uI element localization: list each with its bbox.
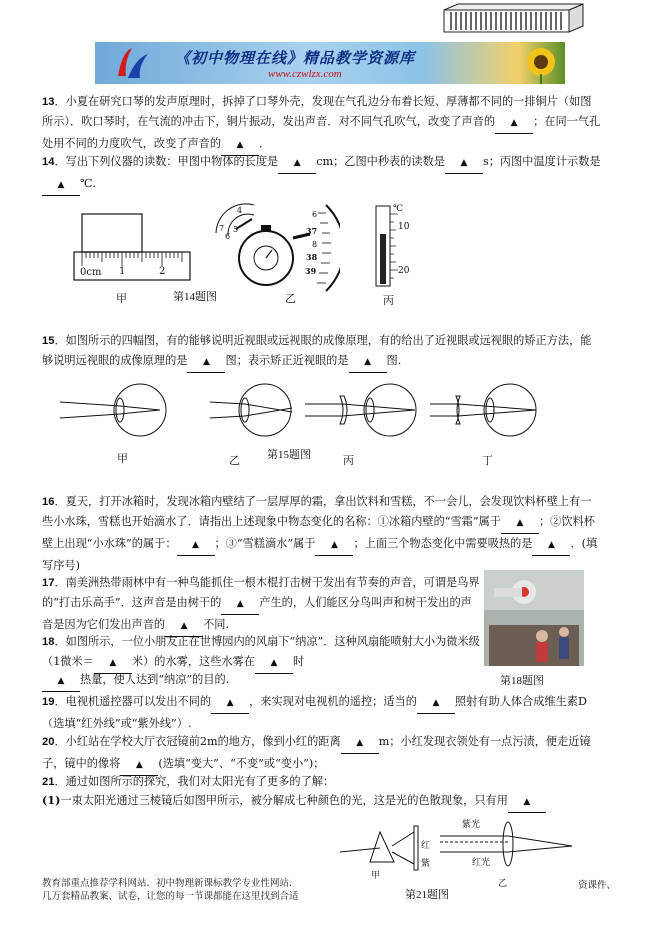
fig18-caption: 第18题图 <box>500 675 544 687</box>
banner-url: www.czwlzx.com <box>268 68 342 80</box>
question-21: 21．通过如图所示的探究，我们对太阳光有了更多的了解： <box>42 775 335 788</box>
answer-blank[interactable]: ▲ <box>42 670 80 692</box>
answer-blank[interactable]: ▲ <box>417 692 455 714</box>
thermo-tick-10: 10 <box>398 222 410 232</box>
answer-blank[interactable]: ▲ <box>211 692 249 714</box>
second-scale-37: 37 <box>306 226 318 236</box>
answer-blank[interactable]: ▲ <box>501 512 539 534</box>
fig14-label-bing: 丙 <box>383 295 394 307</box>
ruler-label-0: 0cm <box>80 267 102 278</box>
stopwatch-dial-7: 7 <box>219 224 225 233</box>
fan-photo <box>484 570 584 666</box>
fig15-label-bing: 丙 <box>343 455 354 467</box>
question-18: 18．如图所示，一位小朋友正在世博园内的风扇下“纳凉”．这种风扇能喷射大小为微米级（1微米＝ ▲ 米）的水雾，这些水雾在 ▲ 时 <box>42 632 482 674</box>
harmonica-figure <box>441 2 587 42</box>
thermometer-figure <box>366 204 416 292</box>
fig21-label-hong: 红 <box>421 841 431 851</box>
answer-blank[interactable]: ▲ <box>315 534 353 556</box>
ruler-label-2: 2 <box>159 266 166 277</box>
fig15-label-yi: 乙 <box>229 455 240 467</box>
sunflower-icon <box>520 44 562 84</box>
answer-blank[interactable]: ▲ <box>532 534 570 556</box>
fig15-caption: 第15题图 <box>267 449 311 461</box>
eye-diagrams <box>60 382 580 440</box>
fig21-label-violet: 紫光 <box>462 820 481 830</box>
fig21-label-zi: 紫 <box>421 859 431 869</box>
stopwatch-dial-4: 4 <box>237 206 243 215</box>
answer-blank[interactable]: ▲ <box>445 152 483 174</box>
question-17: 17．南美洲热带雨林中有一种鸟能抓住一根木棍打击树干发出有节奏的声音，可谓是鸟界的“打击乐高手”．这声音是由树干的 ▲ 产生的，人们能区分鸟叫声和树干发出的声音是因为它们发出声音的 ▲ 不同. <box>42 573 482 637</box>
question-13: 13．小夏在研究口琴的发声原理时，拆掉了口琴外壳，发现在气孔边分布着长短、厚薄都不同的一排铜片（如图所示）．吹口琴时，在气流的冲击下，铜片振动，发出声音．对不同气孔吹气，改变了声音的 ▲ ；在同一气孔处用不同的力度吹气，改变了声音的 ▲ ． <box>42 92 602 156</box>
answer-blank[interactable]: ▲ <box>120 754 158 776</box>
stopwatch-figure <box>214 203 340 293</box>
question-14: 14．写出下列仪器的读数：甲图中物体的长度是 ▲ cm；乙图中秒表的读数是 ▲ s；丙图中温度计示数是▲ ℃. <box>42 152 602 196</box>
fig14-label-jia: 甲 <box>116 293 127 305</box>
answer-blank[interactable]: ▲ <box>42 174 80 196</box>
answer-blank[interactable]: ▲ <box>508 791 546 813</box>
question-16: 16．夏天，打开冰箱时，发现冰箱内壁结了一层厚厚的霜，拿出饮料和雪糕，不一会儿，会发现饮料杯壁上有一些小水珠，雪糕也开始滴水了．请指出上述现象中物态变化的名称：①冰箱内壁的“雪霜”属于 ▲ ；②饮料杯壁上出现“小水珠”的属于： ▲ ；③“雪糕滴水”属于 ▲ ；上面三个物态变化中需要吸热的是 ▲ ．(填写序号) <box>42 495 598 572</box>
answer-blank[interactable]: ▲ <box>255 652 293 674</box>
question-18-line3: ▲ 热量，使人达到“纳凉”的目的. <box>42 670 482 692</box>
ruler-label-1: 1 <box>119 266 126 277</box>
fig14-caption: 第14题图 <box>173 291 217 303</box>
fig21-caption: 第21题图 <box>405 889 449 901</box>
fig21-label-yi: 乙 <box>498 878 508 888</box>
fig21-label-jia: 甲 <box>371 870 381 880</box>
answer-blank[interactable]: ▲ <box>187 351 225 373</box>
question-15: 15．如图所示的四幅图，有的能够说明近视眼或远视眼的成像原理，有的给出了近视眼或远视眼的矫正方法，能够说明远视眼的成像原理的是 ▲ 图；表示矫正近视眼的是 ▲ 图. <box>42 331 602 373</box>
second-scale-6: 6 <box>312 210 318 219</box>
second-scale-39: 39 <box>305 266 317 276</box>
footer-tail: 资课件、 <box>578 880 617 891</box>
answer-blank[interactable]: ▲ <box>221 593 259 615</box>
fig15-label-ding: 丁 <box>482 455 493 467</box>
second-scale-38: 38 <box>306 252 318 262</box>
fig14-label-yi: 乙 <box>285 293 296 305</box>
answer-blank[interactable]: ▲ <box>349 351 387 373</box>
answer-blank[interactable]: ▲ <box>278 152 316 174</box>
question-21-part1: (1)一束太阳光通过三棱镜后如图甲所示，被分解成七种颜色的光，这是光的色散现象，只有用 ▲ <box>42 791 602 813</box>
answer-blank[interactable]: ▲ <box>177 534 215 556</box>
answer-blank[interactable]: ▲ <box>495 112 533 134</box>
banner-title: 《初中物理在线》精品教学资源库 <box>175 49 416 67</box>
thermo-tick-20: 20 <box>398 266 410 276</box>
question-20: 20．小红站在学校大厅衣冠镜前2m的地方，像到小红的距离 ▲ m；小红发现衣领处有一点污渍，便走近镜子，镜中的像将 ▲ (选填“变大”、“不变”或“变小”)； <box>42 732 602 776</box>
thermo-unit: ℃ <box>393 204 404 214</box>
stopwatch-dial-6: 6 <box>225 232 231 241</box>
stopwatch-dial-5: 5 <box>233 225 239 234</box>
site-logo <box>112 44 152 82</box>
footer-ad: 教育部重点推荐学科网站．初中物理新课标教学专业性网站． 几万套精品教案、试卷，让您的每一节课都能在这里找到合适 <box>42 878 299 902</box>
fig21-label-red: 红光 <box>472 858 491 868</box>
second-scale-8: 8 <box>312 240 318 249</box>
answer-blank[interactable]: ▲ <box>221 134 259 156</box>
fig15-label-jia: 甲 <box>117 453 128 465</box>
answer-blank[interactable]: ▲ <box>341 732 379 754</box>
question-19: 19．电视机遥控器可以发出不同的 ▲ ，来实现对电视机的遥控；适当的 ▲ 照射有助人体合成维生素D（选填“红外线”或“紫外线”）. <box>42 692 602 733</box>
answer-blank[interactable]: ▲ <box>94 652 132 674</box>
answer-blank[interactable]: ▲ <box>165 615 203 637</box>
